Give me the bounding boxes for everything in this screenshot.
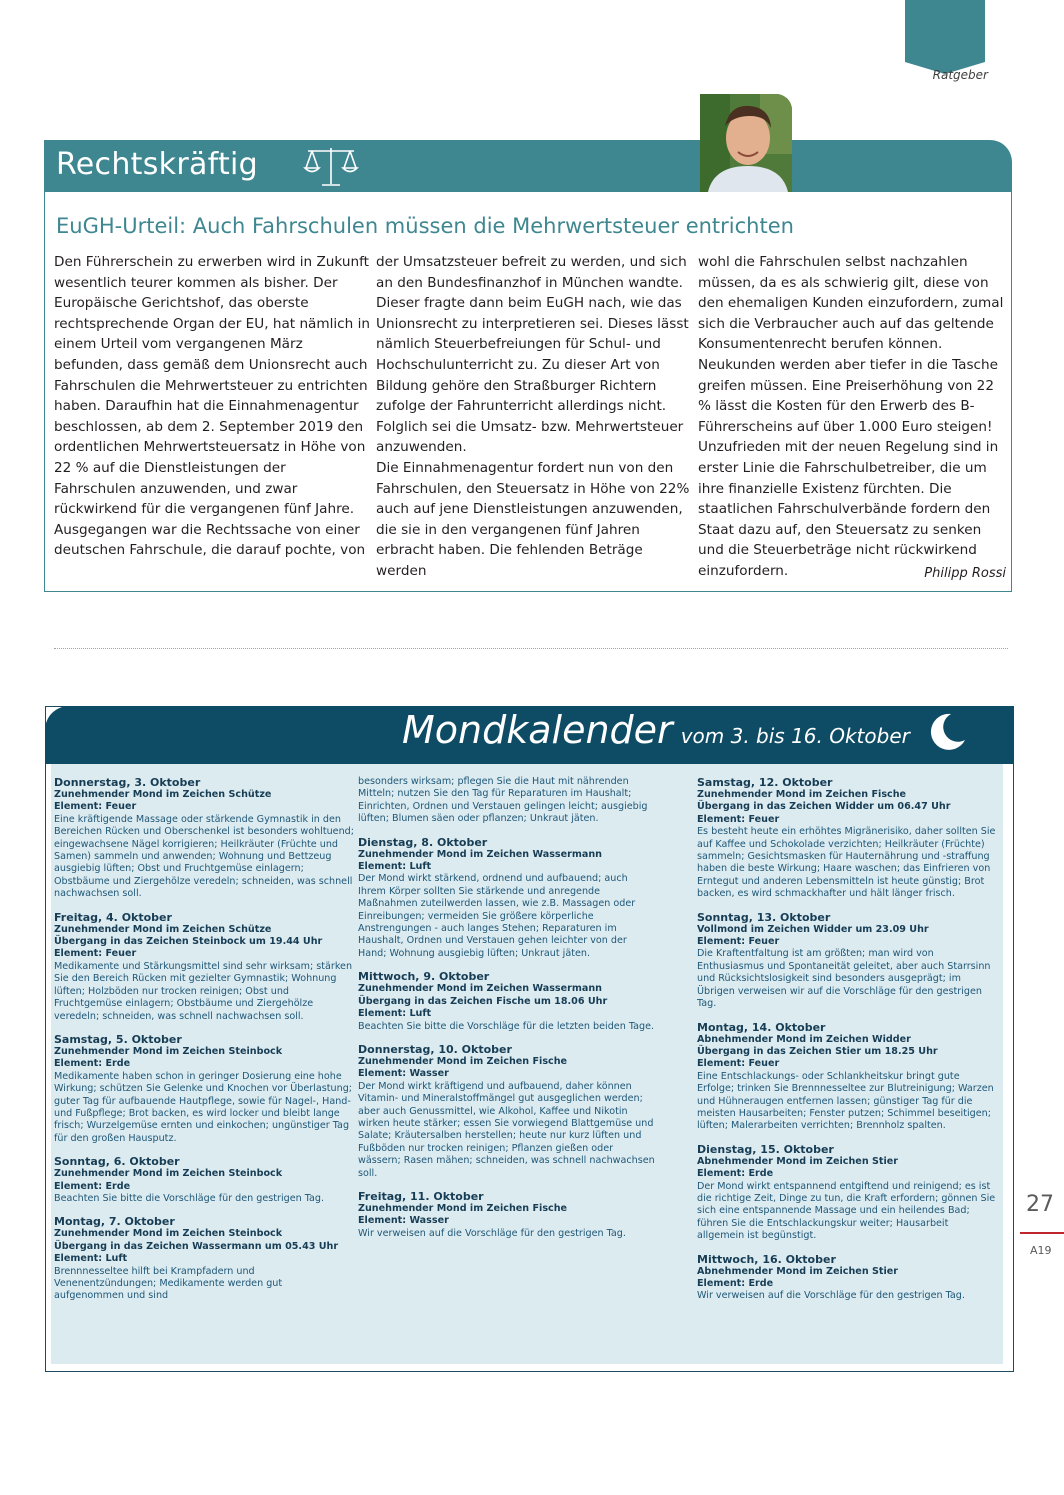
moon-entry-text: Brennnesseltee hilft bei Krampfadern und Venenentzündungen; Medikamente werden gut aufgenommen und sind bbox=[54, 1265, 283, 1302]
moon-entry-date: Dienstag, 8. Oktober bbox=[358, 835, 488, 849]
moon-column-2 bbox=[358, 776, 658, 1250]
moon-entry-continuation bbox=[358, 776, 658, 826]
moon-day-entry bbox=[697, 1143, 997, 1243]
page-number: 27 bbox=[1026, 1192, 1054, 1217]
moon-entry-date: Freitag, 11. Oktober bbox=[358, 1189, 484, 1203]
moon-entry-phase: Zunehmender Mond im Zeichen Fische bbox=[358, 1055, 568, 1067]
moon-entry-date: Donnerstag, 10. Oktober bbox=[358, 1042, 512, 1056]
moon-entry-element: Element: Luft bbox=[358, 861, 432, 873]
moon-entry-transition: Übergang in das Zeichen Wassermann um 05.43 Uhr bbox=[54, 1240, 339, 1252]
moon-entry-element: Element: Luft bbox=[358, 1008, 432, 1020]
moon-entry-phase: Zunehmender Mond im Zeichen Fische bbox=[358, 1202, 568, 1214]
moon-entry-transition: Übergang in das Zeichen Widder um 06.47 Uhr bbox=[697, 801, 951, 813]
moon-day-entry bbox=[358, 1043, 658, 1180]
moon-day-entry bbox=[697, 911, 997, 1011]
section-tab bbox=[905, 0, 985, 62]
moon-entry-text: Wir verweisen auf die Vorschläge für den gestrigen Tag. bbox=[697, 1290, 965, 1302]
law-paragraph: Neukunden werden aber tiefer in die Tasche greifen müssen. Eine Preiserhöhung von 22 % lässt die Kosten für den Erwerb des B-Führerscheins auf über 1.000 Euro steigen! bbox=[698, 356, 999, 435]
moon-title-text: Mondkalender bbox=[402, 708, 673, 752]
moon-day-entry bbox=[54, 911, 354, 1023]
moon-entry-date: Sonntag, 6. Oktober bbox=[54, 1155, 180, 1169]
law-paragraph: der Umsatzsteuer befreit zu werden, und sich an den Bundesfinanzhof in München wandte. Dieser fragte dann beim EuGH nach, wie das Unionsrecht zu interpretieren sei. Dieses lässt nämlich Steuerbefreiungen für Schul- und Hochschulunterricht zu. Zu dieser Art von Bildung gehöre den Straßburger Richtern zufolge der Fahrunterricht allerdings nicht. Folglich sei die Umsatz- bzw. Mehrwertsteuer anzuwenden. bbox=[376, 254, 689, 456]
crescent-moon-icon bbox=[925, 710, 969, 754]
moon-entry-transition: Übergang in das Zeichen Fische um 18.06 Uhr bbox=[358, 995, 608, 1007]
moon-day-entry bbox=[54, 1033, 354, 1145]
moon-entry-element: Element: Erde bbox=[54, 1058, 131, 1070]
page-number-rule bbox=[1020, 1232, 1064, 1234]
moon-entry-date: Samstag, 5. Oktober bbox=[54, 1032, 182, 1046]
moon-entry-element: Element: Wasser bbox=[358, 1215, 449, 1227]
moon-entry-phase: Zunehmender Mond im Zeichen Wassermann bbox=[358, 848, 602, 860]
moon-day-entry bbox=[54, 1215, 354, 1302]
moon-entry-date: Montag, 14. Oktober bbox=[697, 1020, 826, 1034]
moon-subtitle: vom 3. bis 16. Oktober bbox=[680, 724, 910, 748]
moon-entry-element: Element: Erde bbox=[54, 1180, 131, 1192]
moon-calendar-title bbox=[402, 708, 910, 752]
moon-entry-phase: Zunehmender Mond im Zeichen Steinbock bbox=[54, 1228, 283, 1240]
moon-column-1 bbox=[54, 776, 354, 1313]
moon-entry-element: Element: Feuer bbox=[54, 948, 137, 960]
moon-day-entry bbox=[697, 1021, 997, 1133]
law-paragraph: Die Einnahmenagentur fordert nun von den Fahrschulen, den Steuersatz in Höhe von 22% auch auf jene Dienstleistungen anzuwenden, die sie in den vergangenen fünf Jahren erbracht haben. Die fehlenden Beträge werden bbox=[376, 459, 690, 579]
scales-icon bbox=[302, 144, 360, 190]
moon-entry-phase: Zunehmender Mond im Zeichen Steinbock bbox=[54, 1045, 283, 1057]
moon-entry-element: Element: Erde bbox=[697, 1168, 774, 1180]
law-section-title: Rechtskräftig bbox=[56, 147, 259, 182]
moon-day-entry bbox=[358, 970, 658, 1033]
moon-entry-text: Wir verweisen auf die Vorschläge für den gestrigen Tag. bbox=[358, 1227, 626, 1239]
moon-entry-date: Freitag, 4. Oktober bbox=[54, 910, 172, 924]
moon-entry-date: Mittwoch, 16. Oktober bbox=[697, 1252, 836, 1266]
moon-entry-text: besonders wirksam; pflegen Sie die Haut mit nährenden Mitteln; nutzen Sie den Tag für Reparaturen im Haushalt; Einrichten, Ordnen und Verstauen gelingen leicht; ausgiebig lüften; Blumen säen oder pflanzen; Unkraut jäten. bbox=[358, 776, 648, 825]
moon-day-entry bbox=[697, 776, 997, 901]
law-paragraph: wohl die Fahrschulen selbst nachzahlen müssen, da es als schwierig gilt, diese von den ehemaligen Kunden einzufordern, zumal sich die Verbraucher auch auf das geltende Konsumentenrecht berufen können. bbox=[698, 254, 1004, 353]
moon-entry-text: Der Mond wirkt entspannend entgiftend und reinigend; es ist die richtige Zeit, Dinge zu tun, die Kraft erfordern; gönnen Sie sich eine entspannende Massage und ein heilendes Bad; führen Sie die Entschlackungskur weiter; Hausarbeit allgemein ist begünstigt. bbox=[697, 1180, 996, 1242]
moon-entry-element: Element: Erde bbox=[697, 1278, 774, 1289]
moon-entry-text: Medikamente haben schon in geringer Dosierung eine hohe Wirkung; schützen Sie Gelenke und Knochen vor Überlastung; guter Tag für aufbauende Hautpflege, sowie für Nagel-, Hand- und Fußpflege; Brot backen, es wird locker und bleibt lange frisch; Wurzelgemüse ernten und einkochen; ungünstiger Tag für den großen Hausputz. bbox=[54, 1070, 353, 1144]
moon-entry-phase: Vollmond im Zeichen Widder um 23.09 Uhr bbox=[697, 923, 929, 935]
moon-entry-phase: Abnehmender Mond im Zeichen Widder bbox=[697, 1033, 911, 1045]
moon-entry-text: Es besteht heute ein erhöhtes Migränerisiko, daher sollten Sie auf Kaffee und Schokolade verzichten; Heilkräuter (Früchte) sammeln; Gesichtsmasken für Hauternährung und -straffung haben die beste Wirkung; Haare waschen; das Einfrieren von Erntegut und anderen Lebensmitteln ist heute günstig; Brot backen, es wird schmackhafter und hält länger frisch. bbox=[697, 826, 996, 900]
moon-entry-element: Element: Feuer bbox=[697, 813, 780, 825]
moon-day-entry bbox=[697, 1253, 997, 1303]
moon-entry-text: Beachten Sie bitte die Vorschläge für den gestrigen Tag. bbox=[54, 1192, 325, 1204]
law-headline: EuGH-Urteil: Auch Fahrschulen müssen die Mehrwertsteuer entrichten bbox=[56, 214, 794, 238]
law-column-1 bbox=[54, 252, 371, 561]
moon-entry-date: Dienstag, 15. Oktober bbox=[697, 1142, 834, 1156]
law-column-3 bbox=[698, 252, 1008, 582]
moon-day-entry bbox=[358, 836, 658, 961]
moon-entry-text: Eine Entschlackungs- oder Schlankheitskur bringt gute Erfolge; trinken Sie Brennnesseltee zur Blutreinigung; Warzen und Hühneraugen entfernen lassen; günstiger Tag für die meisten Hausarbeiten; Fenster putzen; Schimmel beseitigen; lüften; Malerarbeiten verrichten; Brennholz spalten. bbox=[697, 1070, 994, 1132]
moon-entry-transition: Übergang in das Zeichen Steinbock um 19.44 Uhr bbox=[54, 936, 323, 948]
moon-entry-date: Donnerstag, 3. Oktober bbox=[54, 776, 201, 789]
moon-entry-phase: Zunehmender Mond im Zeichen Schütze bbox=[54, 789, 272, 800]
moon-entry-date: Sonntag, 13. Oktober bbox=[697, 910, 831, 924]
section-divider bbox=[54, 648, 1008, 649]
moon-entry-date: Montag, 7. Oktober bbox=[54, 1215, 175, 1229]
moon-column-3 bbox=[697, 776, 997, 1313]
moon-entry-text: Der Mond wirkt kräftigend und aufbauend, daher können Vitamin- und Mineralstoffmängel gut ausgeglichen werden; aber auch Genussmittel, wie Alkohol, Kaffee und Nikotin wirken heute stärker; essen Sie vorwiegend Blattgemüse und Salate; Kräutersalben herstellen; heute nur kurz lüften und Fußböden nur trocken reinigen; Pflanzen gießen oder wässern; Rasen mähen; schneiden, was schnell nachwachsen soll. bbox=[358, 1080, 655, 1179]
section-label: Ratgeber bbox=[932, 68, 988, 82]
moon-entry-phase: Zunehmender Mond im Zeichen Wassermann bbox=[358, 983, 602, 995]
moon-entry-text: Die Kraftentfaltung ist am größten; man wird von Enthusiasmus und Spontaneität geleitet, aber auch Starrsinn und Rücksichtslosigkeit sind besonders ausgeprägt; im Übrigen verweisen wir auf die Vorschläge für den gestrigen Tag. bbox=[697, 948, 991, 1010]
moon-entry-text: Beachten Sie bitte die Vorschläge für die letzten beiden Tage. bbox=[358, 1020, 655, 1032]
moon-entry-date: Samstag, 12. Oktober bbox=[697, 776, 833, 789]
law-column-2 bbox=[376, 252, 693, 582]
moon-entry-element: Element: Wasser bbox=[358, 1068, 449, 1080]
law-paragraph: Unzufrieden mit der neuen Regelung sind in erster Linie die Fahrschulbetreiber, die um ihre finanzielle Existenz fürchten. Die staatlichen Fahrschulverbände fordern den Staat dazu auf, den Steuersatz zu senken und die Steuerbeträge nicht rückwirkend einzufordern. bbox=[698, 439, 999, 579]
moon-entry-element: Element: Feuer bbox=[54, 801, 137, 813]
moon-entry-text: Der Mond wirkt stärkend, ordnend und aufbauend; auch Ihrem Körper sollten Sie stärkende und anregende Maßnahmen zuteilwerden lassen, wie z.B. Massagen oder Einreibungen; vermeiden Sie größere körperliche Anstrengungen - auch langes Stehen; Reparaturen im Haushalt, Ordnen und Verstauen gehen leichter von der Hand; Wohnung ausgiebig lüften; Unkraut jäten. bbox=[358, 873, 636, 959]
moon-entry-element: Element: Feuer bbox=[697, 1058, 780, 1070]
moon-entry-phase: Zunehmender Mond im Zeichen Steinbock bbox=[54, 1168, 283, 1180]
author-photo bbox=[700, 94, 792, 192]
moon-entry-element: Element: Luft bbox=[54, 1253, 128, 1265]
moon-entry-phase: Abnehmender Mond im Zeichen Stier bbox=[697, 1155, 899, 1167]
moon-day-entry bbox=[54, 776, 354, 901]
moon-entry-element: Element: Feuer bbox=[697, 936, 780, 948]
moon-entry-text: Eine kräftigende Massage oder stärkende Gymnastik in den Bereichen Rücken und Oberschenkel ist besonders wohltuend; eingewachsene Nägel korrigieren; Heilkräuter (Früchte und Samen) sammeln und anwenden; Wohnung und Bettzeug ausgiebig lüften; Obst und Fruchtgemüse einlagern; Obstbäume und Ziergehölze veredeln; schneiden, was schnell nachwachsen soll. bbox=[54, 813, 354, 900]
page-code: A19 bbox=[1030, 1244, 1052, 1257]
moon-entry-phase: Abnehmender Mond im Zeichen Stier bbox=[697, 1265, 899, 1277]
law-author: Philipp Rossi bbox=[924, 566, 1006, 581]
moon-entry-text: Medikamente und Stärkungsmittel sind sehr wirksam; stärken Sie den Bereich Rücken mit gezielter Gymnastik; Wohnung lüften; Holzböden nur trocken reinigen; Obst und Fruchtgemüse einlagern; Obstbäume und Ziergehölze veredeln; schneiden, was schnell nachwachsen soll. bbox=[54, 960, 353, 1022]
moon-day-entry bbox=[54, 1155, 354, 1205]
moon-entry-transition: Übergang in das Zeichen Stier um 18.25 Uhr bbox=[697, 1045, 938, 1057]
moon-day-entry bbox=[358, 1190, 658, 1240]
law-paragraph: Den Führerschein zu erwerben wird in Zukunft wesentlich teurer kommen als bisher. Der Europäische Gerichtshof, das oberste rechtsprechende Organ der EU, hat nämlich in einem Urteil vom vergangenen März befunden, dass gemäß dem Unionsrecht auch Fahrschulen die Mehrwertsteuer zu entrichten haben. Daraufhin hat die Einnahmenagentur beschlossen, ab dem 2. September 2019 den ordentlichen Mehrwertsteuersatz in Höhe von 22 % auf die Dienstleistungen der Fahrschulen anzuwenden, und zwar rückwirkend für die vergangenen fünf Jahre. Ausgegangen war die Rechtssache von einer deutschen Fahrschule, die darauf pochte, von bbox=[54, 254, 370, 559]
moon-entry-phase: Zunehmender Mond im Zeichen Fische bbox=[697, 789, 907, 800]
moon-entry-date: Mittwoch, 9. Oktober bbox=[358, 970, 490, 984]
moon-entry-phase: Zunehmender Mond im Zeichen Schütze bbox=[54, 923, 272, 935]
